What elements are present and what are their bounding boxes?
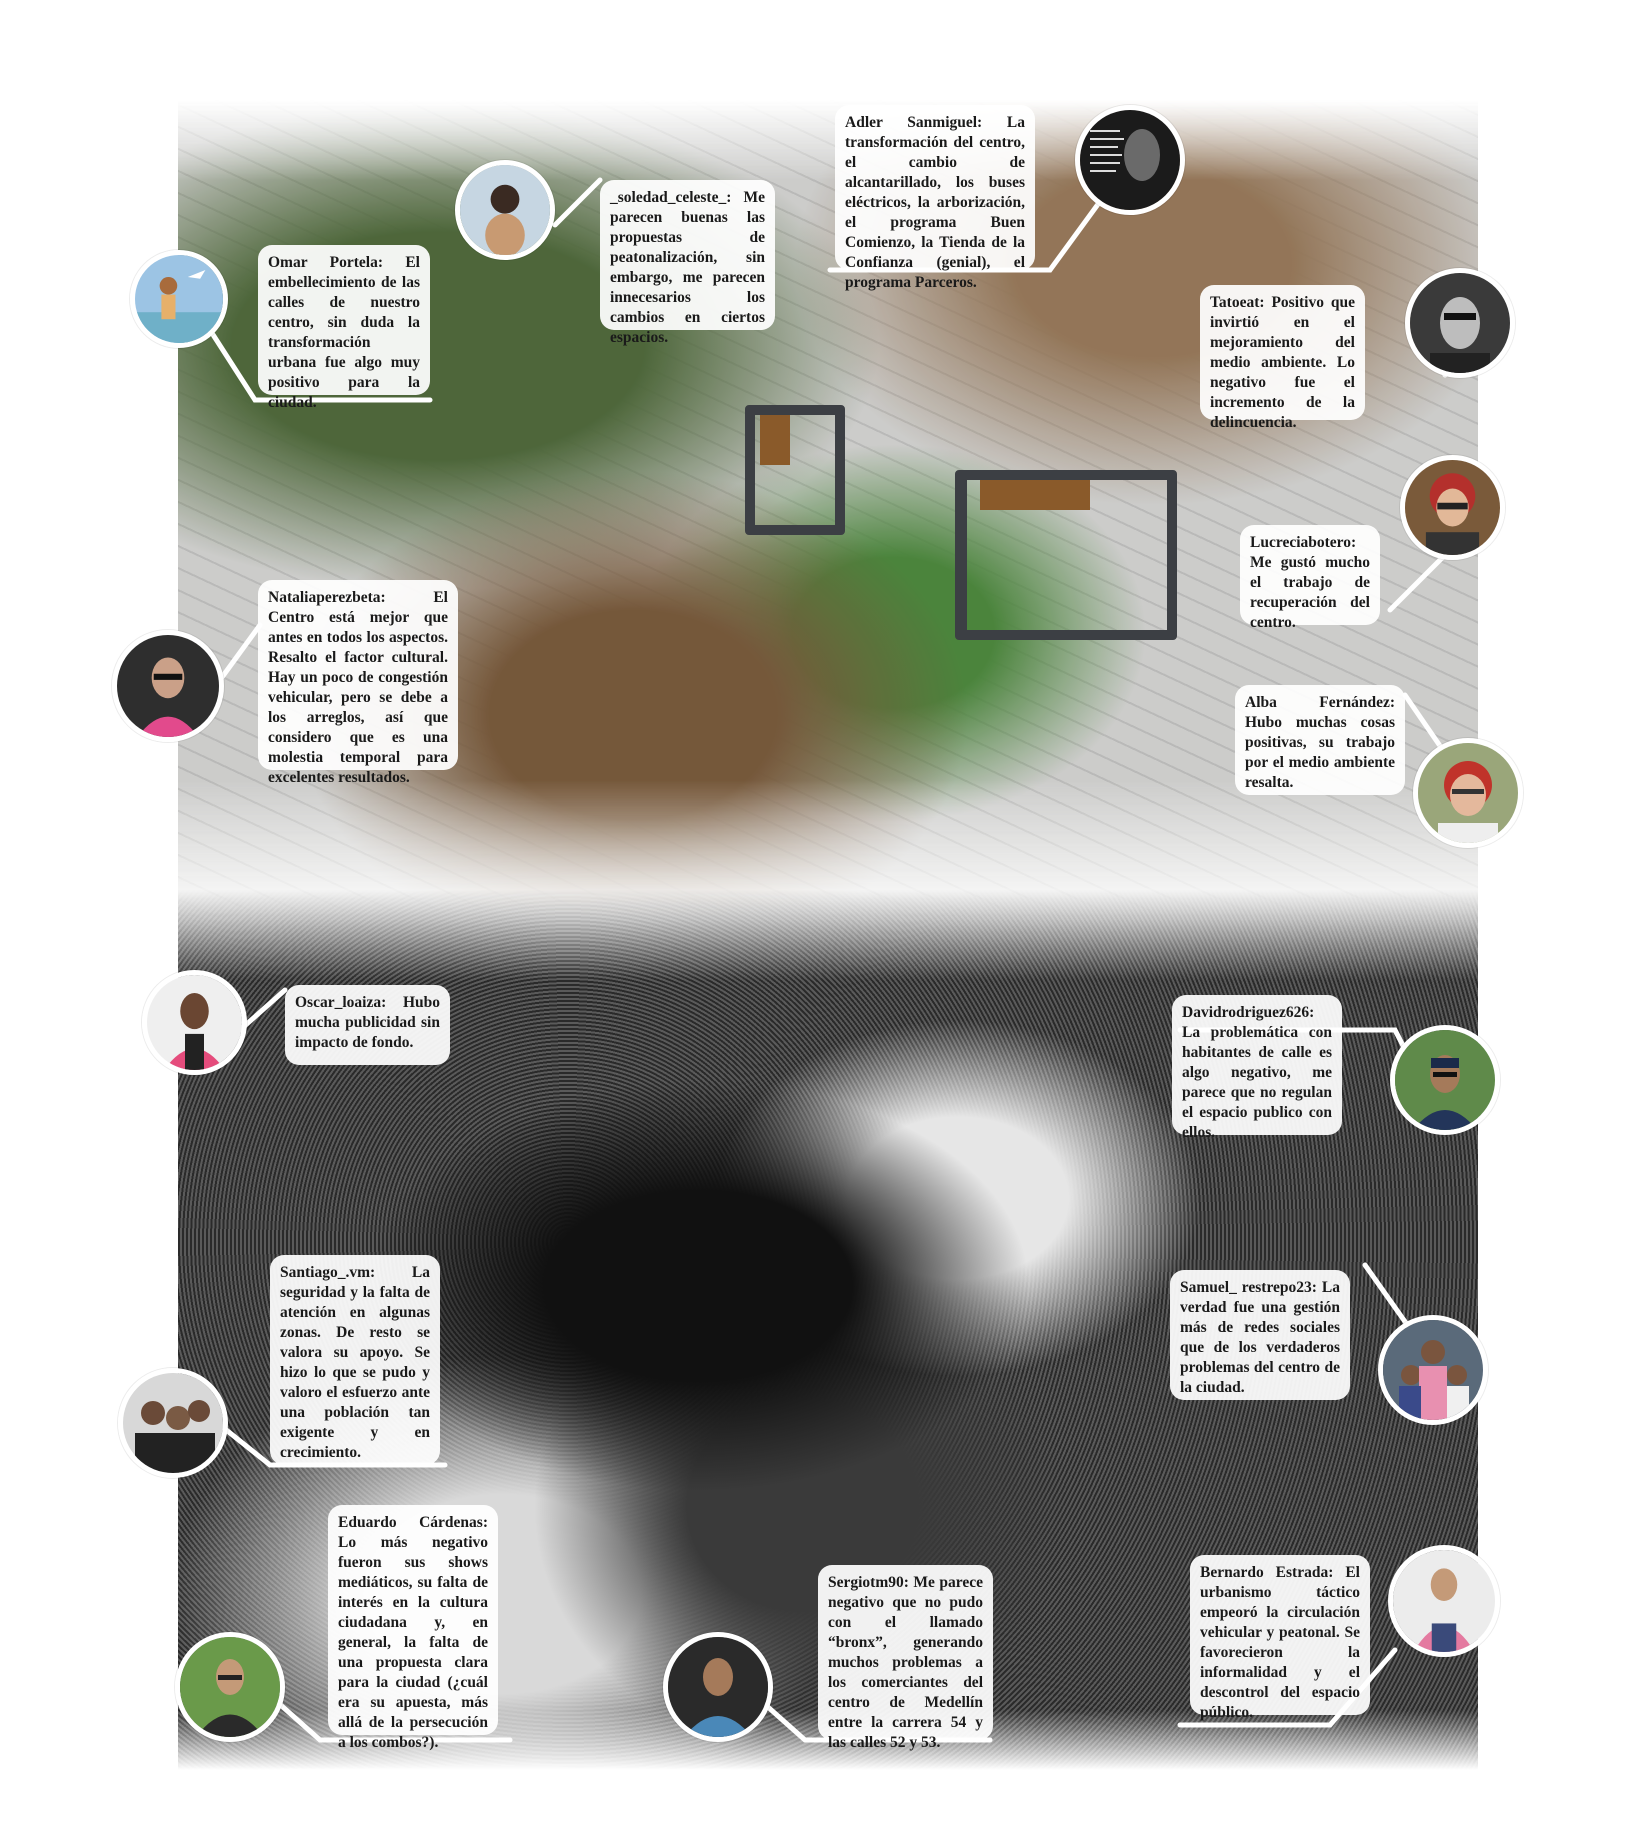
comment-text: El embellecimiento de las calles de nuestro centro, sin duda la transformación urbana fue algo muy positivo para la ciudad. — [268, 254, 420, 411]
commenter-name: _soledad_celeste_: — [610, 189, 732, 206]
comment-text: La verdad fue una gestión más de redes sociales que de los verdaderos problemas del centro de la ciudad. — [1180, 1279, 1340, 1396]
avatar-portrait-icon — [180, 1637, 280, 1737]
bench — [745, 405, 845, 535]
avatar-portrait-icon — [1393, 1550, 1495, 1652]
comment-card-david — [1172, 995, 1342, 1141]
comment-text: La transformación del centro, el cambio de alcantarillado, los buses eléctricos, la arborización, el programa Buen Comienzo, la Tienda de la Confianza (genial), el programa Parceros. — [845, 114, 1025, 291]
avatar-portrait-icon — [668, 1637, 768, 1737]
comment-card-bernardo — [1190, 1555, 1370, 1721]
comment-text: Me parece negativo que no pudo con el llamado “bronx”, generando muchos problemas a los comerciantes del centro de Medellín entre la carrera 54 y las calles 52 y 53. — [828, 1574, 984, 1751]
commenter-name: Tatoeat: — [1210, 294, 1265, 311]
commenter-name: Omar Portela: — [268, 254, 384, 271]
comment-card-alba — [1235, 685, 1405, 795]
comment-card-sergio — [818, 1565, 993, 1751]
avatar-portrait-icon — [1410, 273, 1510, 373]
avatar-portrait-icon — [147, 975, 242, 1070]
comment-text: Positivo que invirtió en el mejoramiento del medio ambiente. Lo negativo fue el incremento de la delincuencia. — [1210, 294, 1355, 431]
avatar-oscar — [142, 970, 247, 1075]
avatar-soledad — [455, 160, 555, 260]
comment-card-eduardo — [328, 1505, 498, 1751]
comment-text: Hubo muchas cosas positivas, su trabajo por el medio ambiente resalta. — [1245, 714, 1395, 791]
avatar-santiago — [118, 1368, 228, 1478]
avatar-omar — [130, 250, 228, 348]
avatar-portrait-icon — [460, 165, 550, 255]
commenter-name: Samuel_ restrepo23: — [1180, 1279, 1317, 1296]
commenter-name: Adler Sanmiguel: — [845, 114, 983, 131]
comment-card-lucrecia — [1240, 525, 1380, 631]
avatar-natalia — [112, 630, 224, 742]
comment-card-tatoeat — [1200, 285, 1365, 431]
commenter-name: Alba Fernández: — [1245, 694, 1395, 711]
comment-card-oscar — [285, 985, 450, 1065]
avatar-adler — [1075, 105, 1185, 215]
comment-card-adler — [835, 105, 1035, 291]
comment-card-santiago — [270, 1255, 440, 1465]
commenter-name: Eduardo Cárdenas: — [338, 1514, 488, 1531]
bench — [955, 470, 1177, 640]
comment-text: El urbanismo táctico empeoró la circulación vehicular y peatonal. Se favorecieron la informalidad y el descontrol del espacio público. — [1200, 1564, 1360, 1721]
avatar-tatoeat — [1405, 268, 1515, 378]
avatar-portrait-icon — [1418, 743, 1518, 843]
avatar-portrait-icon — [1383, 1320, 1483, 1420]
comment-card-soledad — [600, 180, 775, 346]
avatar-portrait-icon — [123, 1373, 223, 1473]
avatar-portrait-icon — [135, 255, 223, 343]
comment-card-natalia — [258, 580, 458, 786]
avatar-lucrecia — [1400, 455, 1505, 560]
avatar-david — [1390, 1025, 1500, 1135]
comment-text: La problemática con habitantes de calle es algo negativo, me parece que no regulan el espacio publico con ellos. — [1182, 1024, 1332, 1141]
avatar-samuel — [1378, 1315, 1488, 1425]
comment-text: La seguridad y la falta de atención en algunas zonas. De resto se valora su apoyo. Se hizo lo que se pudo y valoro el esfuerzo ante una población tan exigente y en crecimiento. — [280, 1264, 430, 1461]
commenter-name: Lucreciabotero: — [1250, 534, 1357, 551]
comment-text: Me gustó mucho el trabajo de recuperación del centro. — [1250, 554, 1370, 631]
avatar-sergio — [663, 1632, 773, 1742]
commenter-name: Bernardo Estrada: — [1200, 1564, 1334, 1581]
commenter-name: Davidrodriguez626: — [1182, 1004, 1315, 1021]
commenter-name: Sergiotm90: — [828, 1574, 909, 1591]
commenter-name: Nataliaperezbeta: — [268, 589, 386, 606]
comment-text: Lo más negativo fueron sus shows mediáticos, su falta de interés en la cultura ciudadana y, en general, la falta de una propuesta clara para la ciudad (¿cuál era su apuesta, más allá de la persecución a los combos?). — [338, 1534, 488, 1751]
avatar-portrait-icon — [117, 635, 219, 737]
comment-text: Me parecen buenas las propuestas de peatonalización, sin embargo, me parecen innecesarios los cambios en ciertos espacios. — [610, 189, 765, 346]
avatar-bernardo — [1388, 1545, 1500, 1657]
avatar-portrait-icon — [1395, 1030, 1495, 1130]
avatar-eduardo — [175, 1632, 285, 1742]
comment-card-samuel — [1170, 1270, 1350, 1400]
commenter-name: Santiago_.vm: — [280, 1264, 376, 1281]
comment-text: Hubo mucha publicidad sin impacto de fondo. — [295, 994, 440, 1051]
comment-text: El Centro está mejor que antes en todos los aspectos. Resalto el factor cultural. Hay un poco de congestión vehicular, pero se debe a los arreglos, así que considero que es una molestia temporal para excelentes resultados. — [268, 589, 448, 786]
comment-card-omar — [258, 245, 430, 411]
avatar-portrait-icon — [1405, 460, 1500, 555]
avatar-portrait-icon — [1080, 110, 1180, 210]
avatar-alba — [1413, 738, 1523, 848]
commenter-name: Oscar_loaiza: — [295, 994, 387, 1011]
